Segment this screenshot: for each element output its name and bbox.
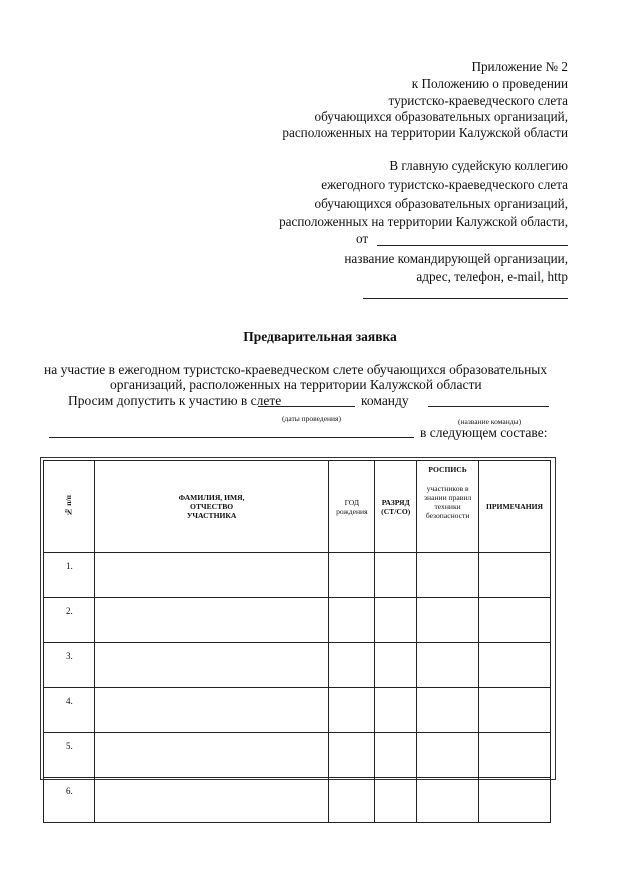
org-details-field[interactable] <box>363 298 568 299</box>
table-row <box>44 643 551 688</box>
addressee-line: В главную судейскую коллегию <box>389 158 568 173</box>
team-name-field[interactable] <box>428 406 549 407</box>
row-number: 3. <box>44 643 95 688</box>
row-number: 5. <box>44 733 95 778</box>
team-caption: (название команды) <box>458 417 522 426</box>
cell-notes[interactable] <box>479 598 551 643</box>
addressee-line: обучающихся образовательных организаций, <box>314 196 568 211</box>
header-num: № п/п <box>44 461 95 553</box>
addressee-line: расположенных на территории Калужской области, <box>279 214 568 229</box>
header-signature: РОСПИСЬ участников в знании правил техники безопасности <box>417 461 479 553</box>
cell-signature[interactable] <box>417 733 479 778</box>
appendix-number: Приложение № 2 <box>471 59 568 74</box>
table-header-row <box>44 461 551 553</box>
org-caption-line2: адрес, телефон, e-mail, http <box>416 269 568 284</box>
table-row <box>44 553 551 598</box>
cell-rank[interactable] <box>375 598 417 643</box>
cell-rank[interactable] <box>375 553 417 598</box>
intro-line2: организаций, расположенных на территории Калужской области <box>110 377 482 392</box>
table-row <box>44 733 551 778</box>
cell-signature[interactable] <box>417 553 479 598</box>
cell-rank[interactable] <box>375 688 417 733</box>
from-label: от <box>356 231 369 246</box>
participants-table <box>43 460 551 823</box>
cell-name[interactable] <box>94 688 329 733</box>
cell-notes[interactable] <box>479 778 551 823</box>
org-caption-line1: название командирующей организации, <box>344 251 568 266</box>
cell-name[interactable] <box>94 778 329 823</box>
intro-team-label: команду <box>361 393 409 408</box>
cell-rank[interactable] <box>375 643 417 688</box>
event-dates-field[interactable] <box>258 406 355 407</box>
cell-year[interactable] <box>329 643 375 688</box>
cell-name[interactable] <box>94 598 329 643</box>
document-title: Предварительная заявка <box>243 329 397 344</box>
composition-field[interactable] <box>49 437 414 438</box>
cell-year[interactable] <box>329 553 375 598</box>
cell-rank[interactable] <box>375 778 417 823</box>
cell-notes[interactable] <box>479 553 551 598</box>
cell-signature[interactable] <box>417 643 479 688</box>
table-row <box>44 688 551 733</box>
cell-rank[interactable] <box>375 733 417 778</box>
table-row <box>44 598 551 643</box>
cell-notes[interactable] <box>479 733 551 778</box>
header-name: ФАМИЛИЯ, ИМЯ, ОТЧЕСТВО УЧАСТНИКА <box>94 461 329 553</box>
cell-name[interactable] <box>94 643 329 688</box>
cell-year[interactable] <box>329 598 375 643</box>
header-rank: РАЗРЯД (СТ/СО) <box>375 461 417 553</box>
appendix-line: обучающихся образовательных организаций, <box>314 109 568 124</box>
cell-year[interactable] <box>329 733 375 778</box>
cell-signature[interactable] <box>417 688 479 733</box>
row-number: 1. <box>44 553 95 598</box>
addressee-line: ежегодного туристско-краеведческого слета <box>321 177 568 192</box>
header-year: ГОД рождения <box>329 461 375 553</box>
cell-signature[interactable] <box>417 778 479 823</box>
cell-year[interactable] <box>329 778 375 823</box>
cell-name[interactable] <box>94 733 329 778</box>
header-notes: ПРИМЕЧАНИЯ <box>479 461 551 553</box>
cell-year[interactable] <box>329 688 375 733</box>
dates-caption: (даты проведения) <box>282 414 342 423</box>
row-number: 6. <box>44 778 95 823</box>
appendix-line: туристско-краеведческого слета <box>388 93 568 108</box>
row-number: 4. <box>44 688 95 733</box>
cell-signature[interactable] <box>417 598 479 643</box>
appendix-line: расположенных на территории Калужской области <box>282 125 568 140</box>
composition-label: в следующем составе: <box>420 425 548 440</box>
intro-line1: на участие в ежегодном туристско-краеведческом слете обучающихся образовательных <box>44 362 548 377</box>
row-number: 2. <box>44 598 95 643</box>
cell-notes[interactable] <box>479 643 551 688</box>
appendix-line: к Положению о проведении <box>411 76 568 91</box>
cell-name[interactable] <box>94 553 329 598</box>
table-row <box>44 778 551 823</box>
cell-notes[interactable] <box>479 688 551 733</box>
intro-line3-prefix: Просим допустить к участию в слете <box>68 393 282 408</box>
org-name-field[interactable] <box>377 245 568 246</box>
